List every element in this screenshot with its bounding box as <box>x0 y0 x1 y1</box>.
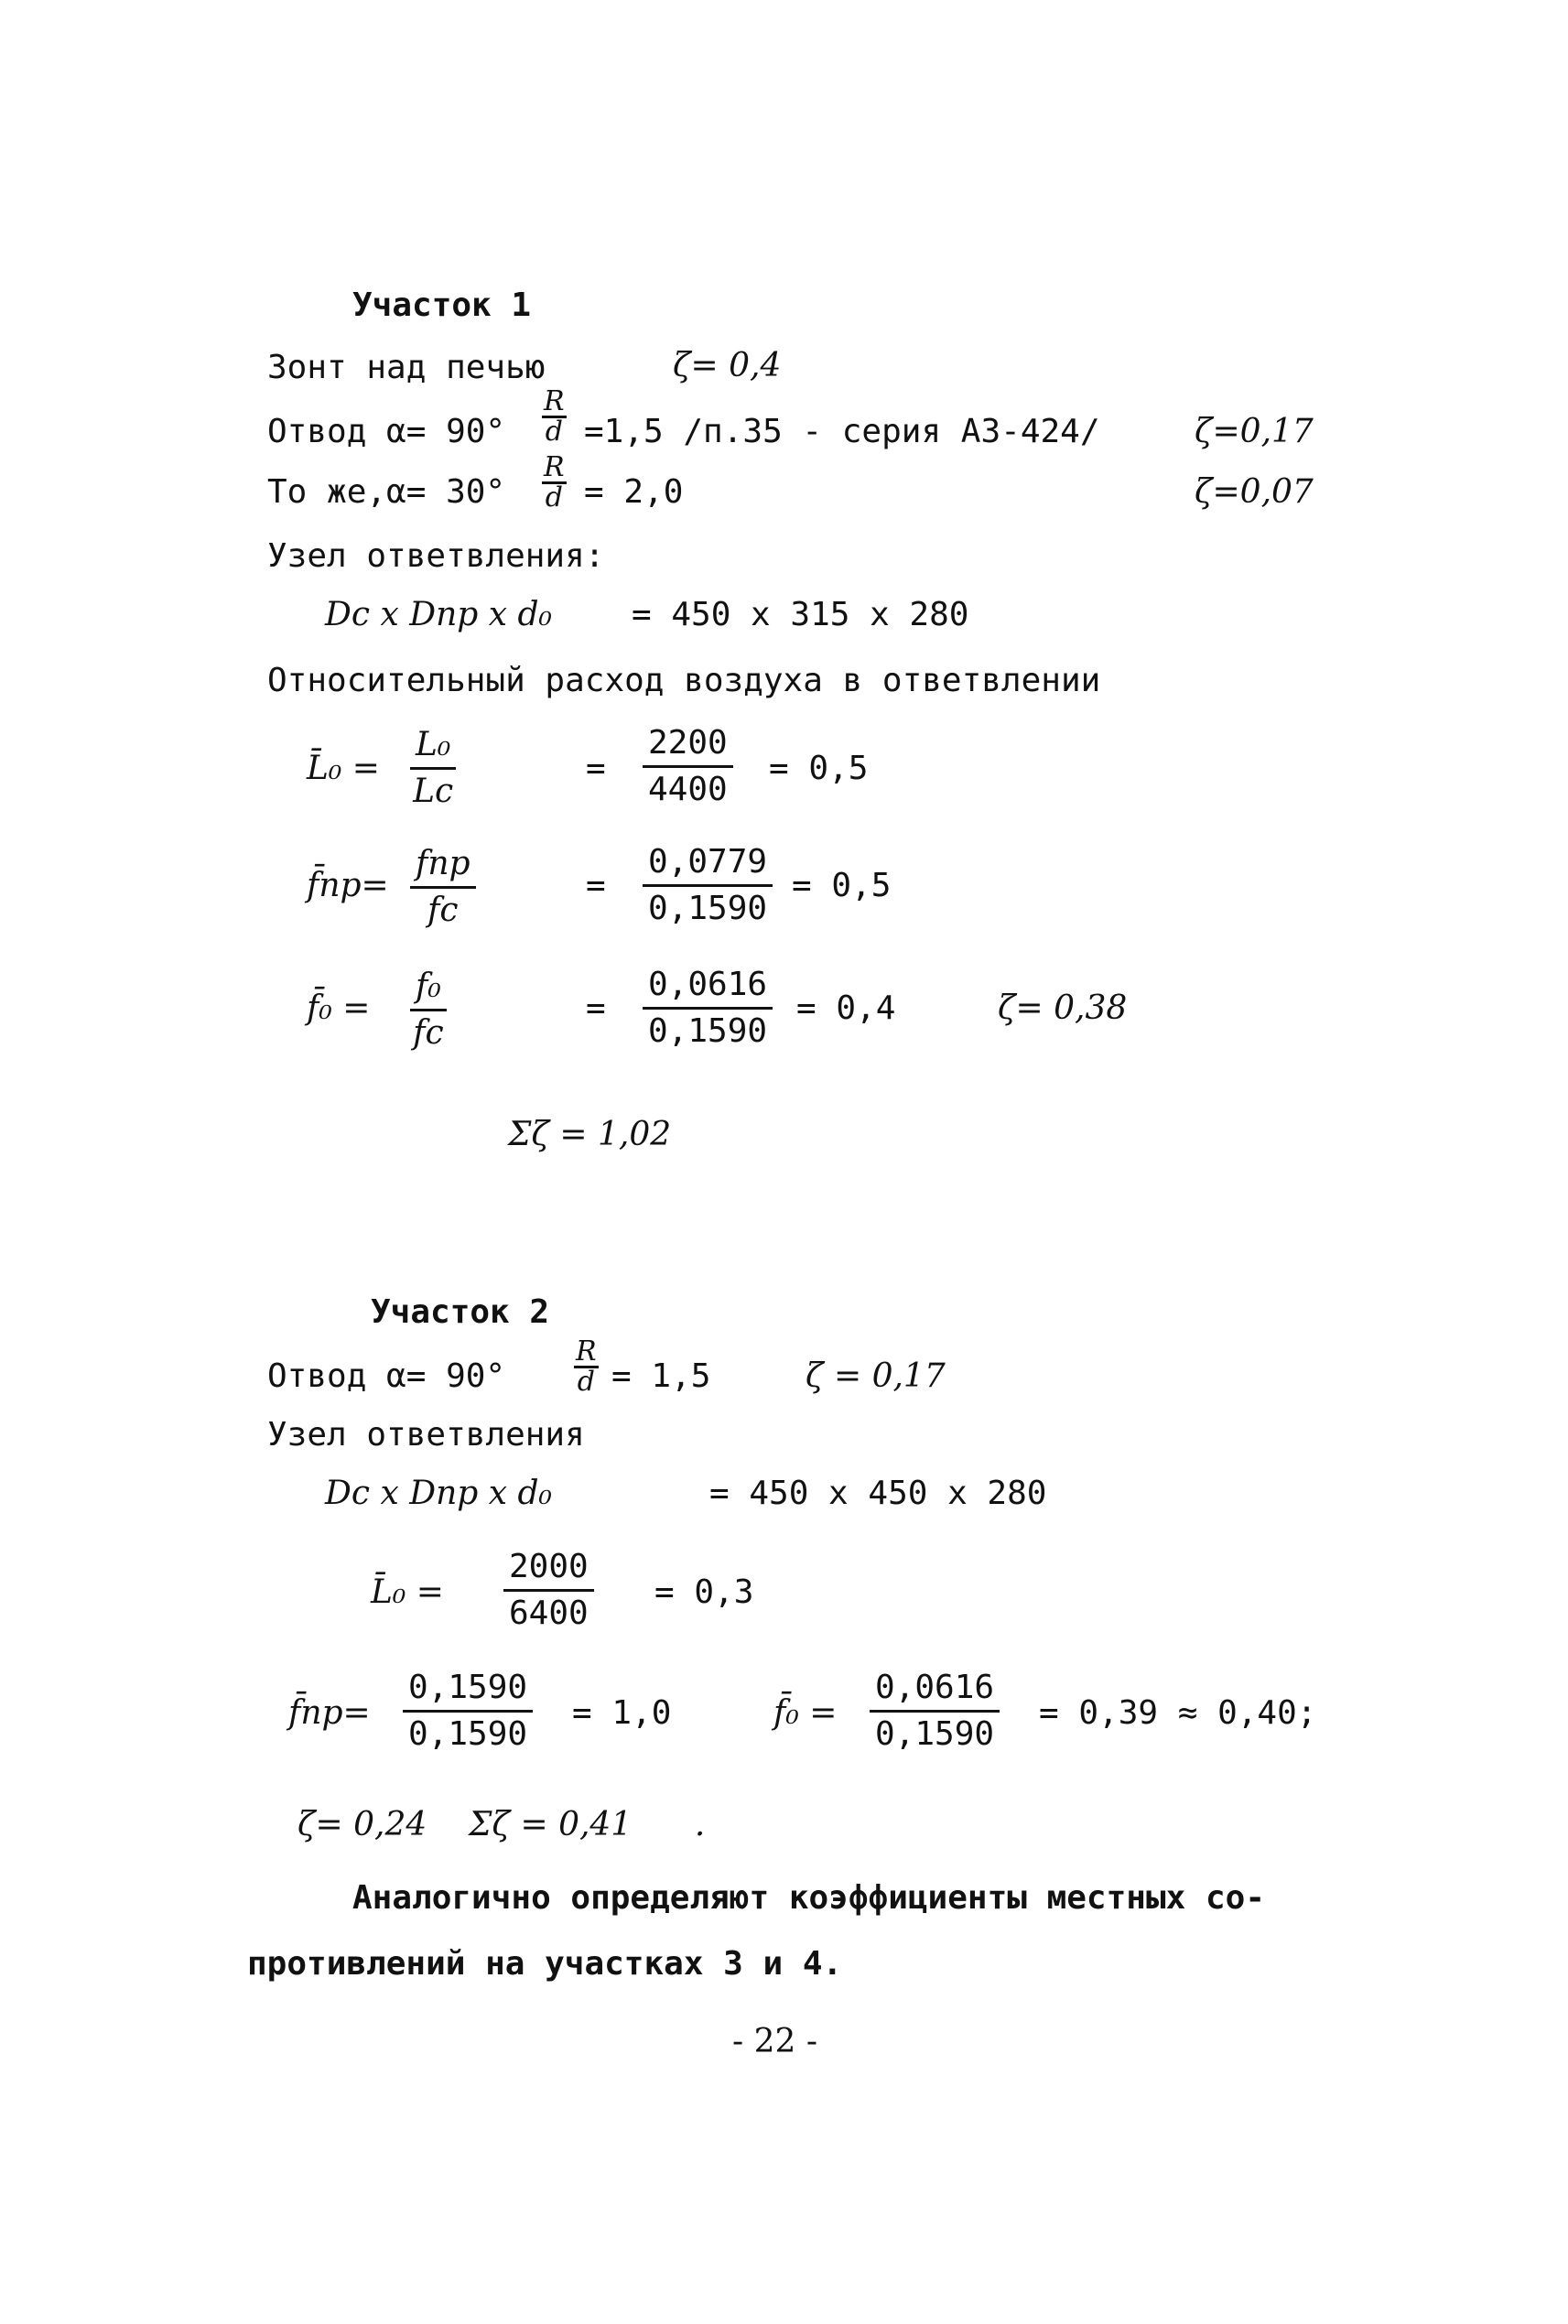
s2-result: ζ= 0,24 Σζ = 0,41 . <box>297 1806 706 1843</box>
l0-den: 4400 <box>648 771 728 808</box>
f0-sym-num: f₀ <box>410 967 447 1011</box>
s2-bend-value: = 1,5 <box>611 1357 711 1395</box>
fpr-lhs: f̄пр= <box>307 867 389 904</box>
fpr-symbolic-fraction <box>410 844 476 931</box>
l0-sym-den: Lс <box>413 773 454 810</box>
dims-values: = 450 x 315 x 280 <box>632 596 969 633</box>
l0-symbolic-fraction <box>410 725 456 812</box>
s2-bend-zeta: ζ = 0,17 <box>806 1357 946 1395</box>
closing-line-1: Аналогично определяют коэффициенты местных со- <box>352 1879 1265 1917</box>
fpr-numeric-fraction <box>643 842 773 929</box>
l0-sym-num: L₀ <box>410 725 456 770</box>
f0-eq: = <box>586 989 606 1027</box>
f0-result: = 0,4 <box>796 989 896 1027</box>
s2-l0-lhs: L̄₀ = <box>371 1573 444 1611</box>
f0-symbolic-fraction <box>410 967 447 1054</box>
ratio-den: d <box>545 416 563 448</box>
page-number: - 22 - <box>732 2023 818 2060</box>
s2-l0-result: = 0,3 <box>654 1573 754 1611</box>
node-label: Узел ответвления: <box>267 537 605 575</box>
f0-zeta: ζ= 0,38 <box>998 989 1128 1027</box>
l0-eq: = <box>586 750 606 787</box>
bend1-label: Отвод α= 90° <box>267 413 506 450</box>
bend1-ratio <box>542 385 567 448</box>
l0-num: 2200 <box>643 723 733 768</box>
bend2-zeta: ζ=0,07 <box>1195 473 1314 511</box>
fpr-sym-num: fпр <box>410 844 476 889</box>
s2-f0-lhs: f̄₀ = <box>773 1694 838 1732</box>
f0-num: 0,0616 <box>643 965 773 1010</box>
bend2-label: То же,α= 30° <box>267 473 506 511</box>
bend1-value: =1,5 /п.35 - серия А3-424/ <box>584 413 1100 450</box>
fpr-result: = 0,5 <box>792 867 892 904</box>
s2-fpr-result: = 1,0 <box>572 1694 672 1732</box>
f0-den: 0,1590 <box>648 1012 768 1050</box>
s2-fpr-fraction <box>403 1668 533 1755</box>
dims-symbols: Dс x Dпр x d₀ <box>325 596 552 633</box>
ratio-den: d <box>545 481 563 513</box>
s2-f0-fraction <box>870 1668 1000 1755</box>
closing-line-2: противлений на участках 3 и 4. <box>247 1945 843 1983</box>
s2-fpr-den: 0,1590 <box>408 1715 528 1753</box>
f0-sym-den: fс <box>413 1014 444 1052</box>
s2-f0-num: 0,0616 <box>870 1668 1000 1713</box>
s2-dims-values: = 450 x 450 x 280 <box>709 1475 1047 1512</box>
s2-fpr-num: 0,1590 <box>403 1668 533 1713</box>
fpr-den: 0,1590 <box>648 890 768 927</box>
s2-node-label: Узел ответвления <box>267 1416 585 1454</box>
ratio-num: R <box>544 385 565 417</box>
l0-result: = 0,5 <box>769 750 869 787</box>
bend2-value: = 2,0 <box>584 473 684 511</box>
section-2-heading: Участок 2 <box>371 1293 550 1331</box>
ratio-den: d <box>577 1366 595 1398</box>
fpr-num: 0,0779 <box>643 842 773 887</box>
bend2-ratio <box>542 451 567 513</box>
s2-bend-label: Отвод α= 90° <box>267 1357 506 1395</box>
relative-flow-label: Относительный расход воздуха в ответвлении <box>267 662 1101 699</box>
fpr-eq: = <box>586 867 606 904</box>
s2-dims-symbols: Dс x Dпр x d₀ <box>325 1475 552 1512</box>
section-1-sum: Σζ = 1,02 <box>508 1116 672 1153</box>
f0-lhs: f̄₀ = <box>307 989 371 1027</box>
hood-zeta: ζ= 0,4 <box>673 347 782 384</box>
s2-f0-result: = 0,39 ≈ 0,40; <box>1039 1694 1317 1732</box>
section-1-heading: Участок 1 <box>352 286 532 324</box>
hood-line: Зонт над печью <box>267 349 546 386</box>
l0-numeric-fraction <box>643 723 733 810</box>
s2-bend-ratio <box>574 1335 599 1398</box>
bend1-zeta: ζ=0,17 <box>1195 413 1314 450</box>
s2-fpr-lhs: f̄пр= <box>288 1694 371 1732</box>
fpr-sym-den: fс <box>427 892 459 929</box>
l0-lhs: L̄₀ = <box>307 750 380 787</box>
s2-l0-den: 6400 <box>509 1594 589 1632</box>
s2-l0-fraction <box>503 1547 594 1634</box>
ratio-num: R <box>544 451 565 483</box>
s2-f0-den: 0,1590 <box>875 1715 995 1753</box>
f0-numeric-fraction <box>643 965 773 1052</box>
s2-l0-num: 2000 <box>503 1547 594 1592</box>
ratio-num: R <box>576 1335 597 1367</box>
